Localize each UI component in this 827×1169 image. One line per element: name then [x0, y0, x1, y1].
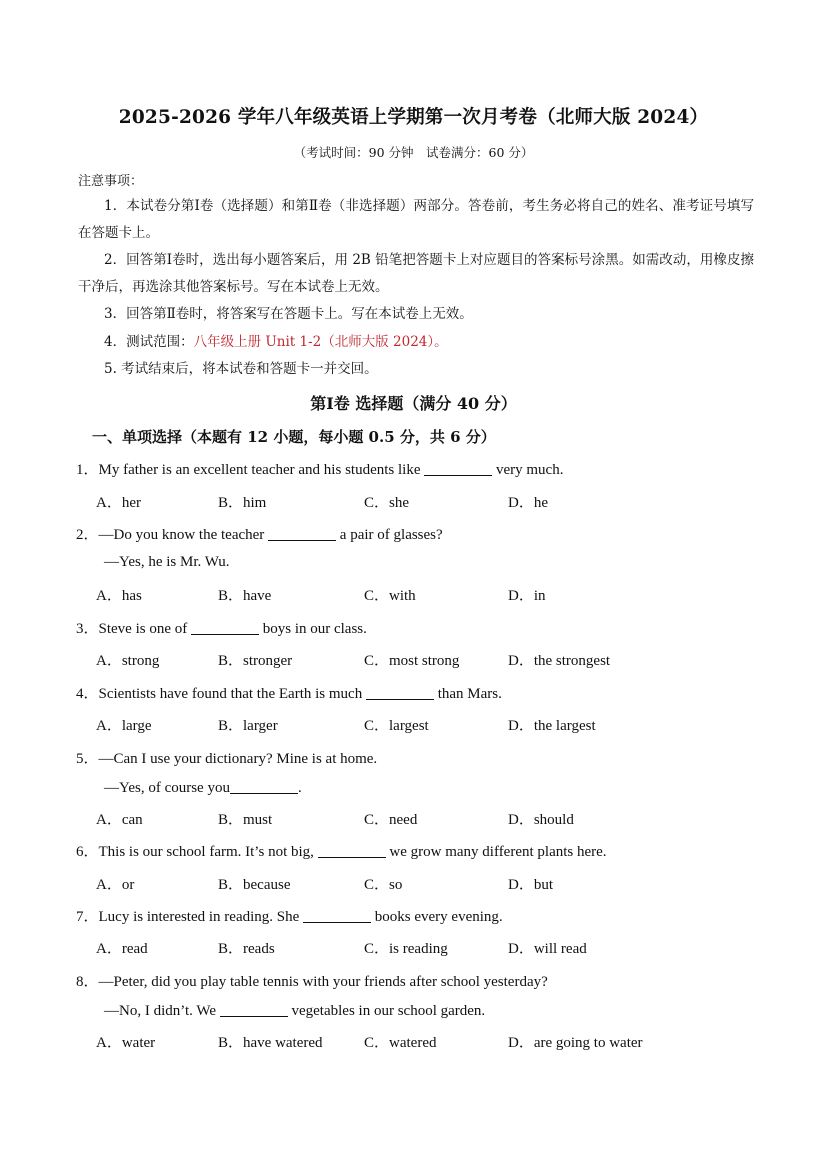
option-b: B．have: [218, 588, 272, 604]
question-1: [76, 458, 563, 479]
option-d: D．should: [508, 812, 574, 828]
option-a: A．can: [96, 812, 143, 828]
option-d: D．will read: [508, 941, 587, 957]
note-item-4-prefix: 4．测试范围：: [104, 334, 194, 350]
option-d: D．he: [508, 495, 548, 511]
question-text: 7．Lucy is interested in reading. She: [76, 909, 304, 925]
option-c: C．so: [364, 877, 403, 893]
exam-subtitle: （考试时间：90 分钟 试卷满分：60 分）: [293, 145, 534, 160]
answer-blank: [424, 460, 492, 476]
question-text: a pair of glasses?: [336, 527, 443, 543]
option-c: C．is reading: [364, 941, 448, 957]
question-8-reply: [104, 1001, 485, 1020]
question-text: .: [297, 780, 302, 796]
option-d: D．but: [508, 877, 554, 893]
option-a: A．has: [96, 588, 142, 604]
question-text: 4．Scientists have found that the Earth is much: [76, 686, 366, 702]
note-item-2: 2．回答第Ⅰ卷时，选出每小题答案后，用 2B 铅笔把答题卡上对应题目的答案标号涂黑。如需改动，用橡皮擦干净后，再选涂其他答案标号。写在本试卷上无效。: [78, 252, 754, 295]
question-text: 2．—Do you know the teacher: [76, 527, 269, 543]
option-b: B．because: [218, 877, 291, 893]
question-7: [76, 905, 503, 926]
answer-blank: [318, 842, 386, 858]
question-2-reply: —Yes, he is Mr. Wu.: [104, 554, 230, 570]
option-c: C．need: [364, 812, 418, 828]
answer-blank: [191, 619, 259, 635]
answer-blank: [230, 778, 298, 794]
notes-heading: 注意事项：: [78, 174, 144, 189]
question-5-reply: [104, 778, 302, 797]
test-scope: 八年级上册 Unit 1-2（北师大版 2024）。: [193, 334, 448, 350]
option-b: B．him: [218, 495, 267, 511]
question-text: than Mars.: [433, 686, 502, 702]
option-c: C．with: [364, 588, 416, 604]
part-title: 一、单项选择（本题有 12 小题，每小题 0.5 分，共 6 分）: [92, 428, 496, 446]
option-d: D．the strongest: [508, 653, 611, 669]
question-text: —No, I didn’t. We: [104, 1003, 220, 1019]
option-d: D．are going to water: [508, 1035, 643, 1051]
question-text: —Yes, of course you: [104, 780, 230, 796]
option-a: A．or: [96, 877, 135, 893]
note-item-1: 1．本试卷分第Ⅰ卷（选择题）和第Ⅱ卷（非选择题）两部分。答卷前，考生务必将自己的姓名、准考证号填写在答题卡上。: [78, 198, 754, 241]
answer-blank: [303, 907, 371, 923]
question-2: [76, 523, 443, 544]
question-text: 3．Steve is one of: [76, 621, 191, 637]
question-text: 6．This is our school farm. It’s not big,: [76, 844, 318, 860]
option-c: C．she: [364, 495, 410, 511]
answer-blank: [268, 525, 336, 541]
question-text: vegetables in our school garden.: [287, 1003, 486, 1019]
question-5: 5．—Can I use your dictionary? Mine is at home.: [76, 751, 378, 767]
question-text: we grow many different plants here.: [385, 844, 607, 860]
question-4: [76, 682, 502, 703]
question-text: boys in our class.: [258, 621, 367, 637]
option-a: A．her: [96, 495, 141, 511]
answer-blank: [366, 684, 434, 700]
option-b: B．larger: [218, 718, 278, 734]
option-c: C．most strong: [364, 653, 460, 669]
question-3: [76, 617, 367, 638]
exam-title: 2025-2026 学年八年级英语上学期第一次月考卷（北师大版 2024）: [118, 107, 709, 128]
option-a: A．water: [96, 1035, 156, 1051]
option-b: B．have watered: [218, 1035, 323, 1051]
note-item-3: 3．回答第Ⅱ卷时，将答案写在答题卡上。写在本试卷上无效。: [104, 306, 473, 322]
option-b: B．reads: [218, 941, 275, 957]
option-a: A．strong: [96, 653, 160, 669]
option-a: A．large: [96, 718, 152, 734]
note-item-4: [104, 329, 448, 356]
answer-blank: [220, 1001, 288, 1017]
option-c: C．largest: [364, 718, 429, 734]
option-b: B．must: [218, 812, 273, 828]
option-d: D．in: [508, 588, 546, 604]
question-text: very much.: [492, 462, 564, 478]
question-text: 1．My father is an excellent teacher and his students like: [76, 462, 425, 478]
section-title: 第Ⅰ卷 选择题（满分 40 分）: [310, 394, 517, 413]
option-b: B．stronger: [218, 653, 293, 669]
option-c: C．watered: [364, 1035, 437, 1051]
question-text: books every evening.: [371, 909, 503, 925]
note-item-5: 5. 考试结束后，将本试卷和答题卡一并交回。: [104, 361, 378, 377]
option-a: A．read: [96, 941, 148, 957]
option-d: D．the largest: [508, 718, 596, 734]
question-6: [76, 840, 607, 861]
question-8: 8．—Peter, did you play table tennis with your friends after school yesterday?: [76, 974, 548, 990]
